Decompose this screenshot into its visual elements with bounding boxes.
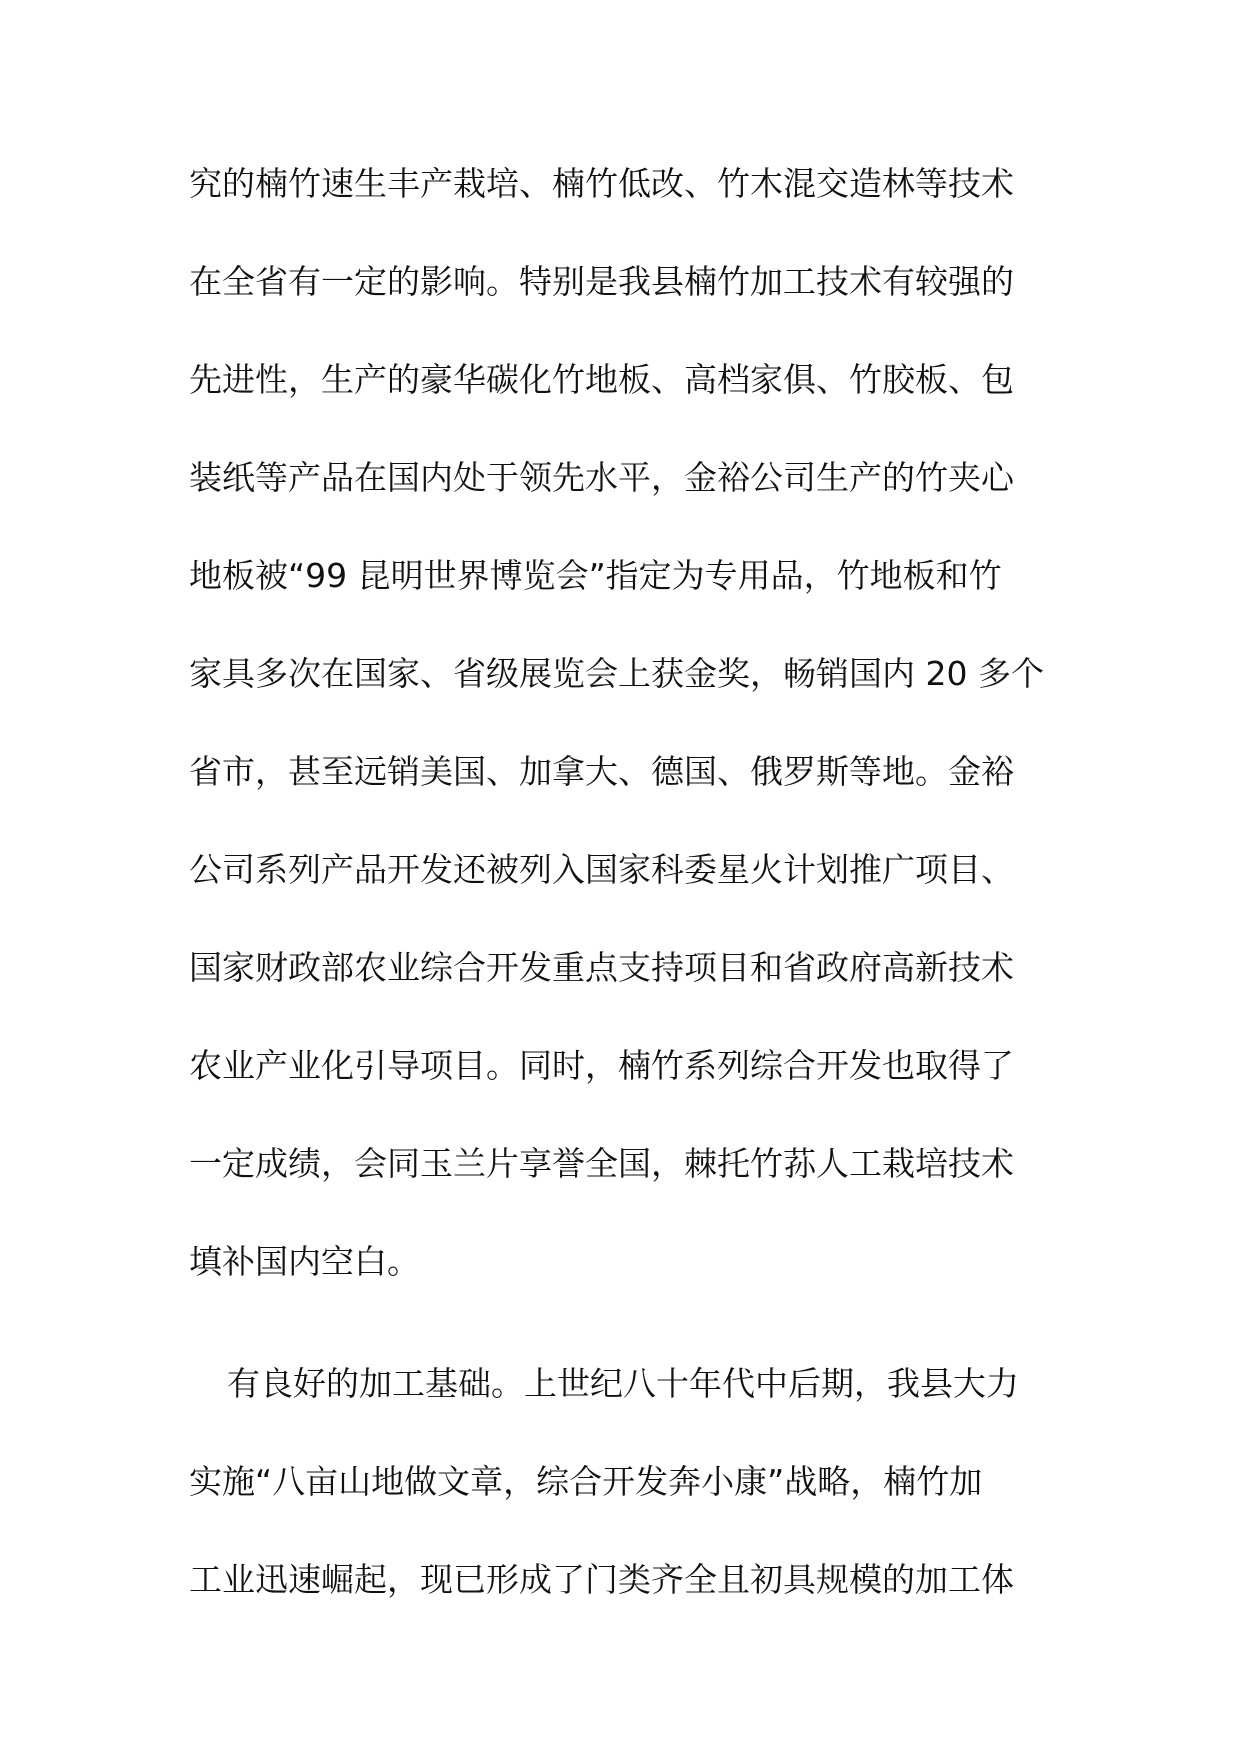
text-line: 先进性，生产的豪华碳化竹地板、高档家俱、竹胶板、包: [189, 360, 1014, 399]
paragraph-first-line: 有良好的加工基础。上世纪八十年代中后期，我县大力: [227, 1364, 1019, 1403]
text-line: 国家财政部农业综合开发重点支持项目和省政府高新技术: [189, 948, 1014, 987]
text-line: 地板被“99 昆明世界博览会”指定为专用品，竹地板和竹: [189, 556, 1002, 595]
text-line: 装纸等产品在国内处于领先水平，金裕公司生产的竹夹心: [189, 458, 1014, 497]
text-line: 工业迅速崛起，现已形成了门类齐全且初具规模的加工体: [189, 1560, 1014, 1599]
text-line: 省市，甚至远销美国、加拿大、德国、俄罗斯等地。金裕: [189, 752, 1014, 791]
text-line: 究的楠竹速生丰产栽培、楠竹低改、竹木混交造林等技术: [189, 164, 1014, 203]
text-line: 在全省有一定的影响。特别是我县楠竹加工技术有较强的: [189, 262, 1014, 301]
text-line: 实施“八亩山地做文章，综合开发奔小康”战略，楠竹加: [189, 1462, 983, 1501]
text-line: 填补国内空白。: [189, 1242, 420, 1281]
text-line: 一定成绩，会同玉兰片享誉全国，棘托竹荪人工栽培技术: [189, 1144, 1014, 1183]
text-line: 公司系列产品开发还被列入国家科委星火计划推广项目、: [189, 850, 1014, 889]
text-line: 家具多次在国家、省级展览会上获金奖，畅销国内 20 多个: [189, 654, 1044, 693]
text-line: 农业产业化引导项目。同时，楠竹系列综合开发也取得了: [189, 1046, 1014, 1085]
